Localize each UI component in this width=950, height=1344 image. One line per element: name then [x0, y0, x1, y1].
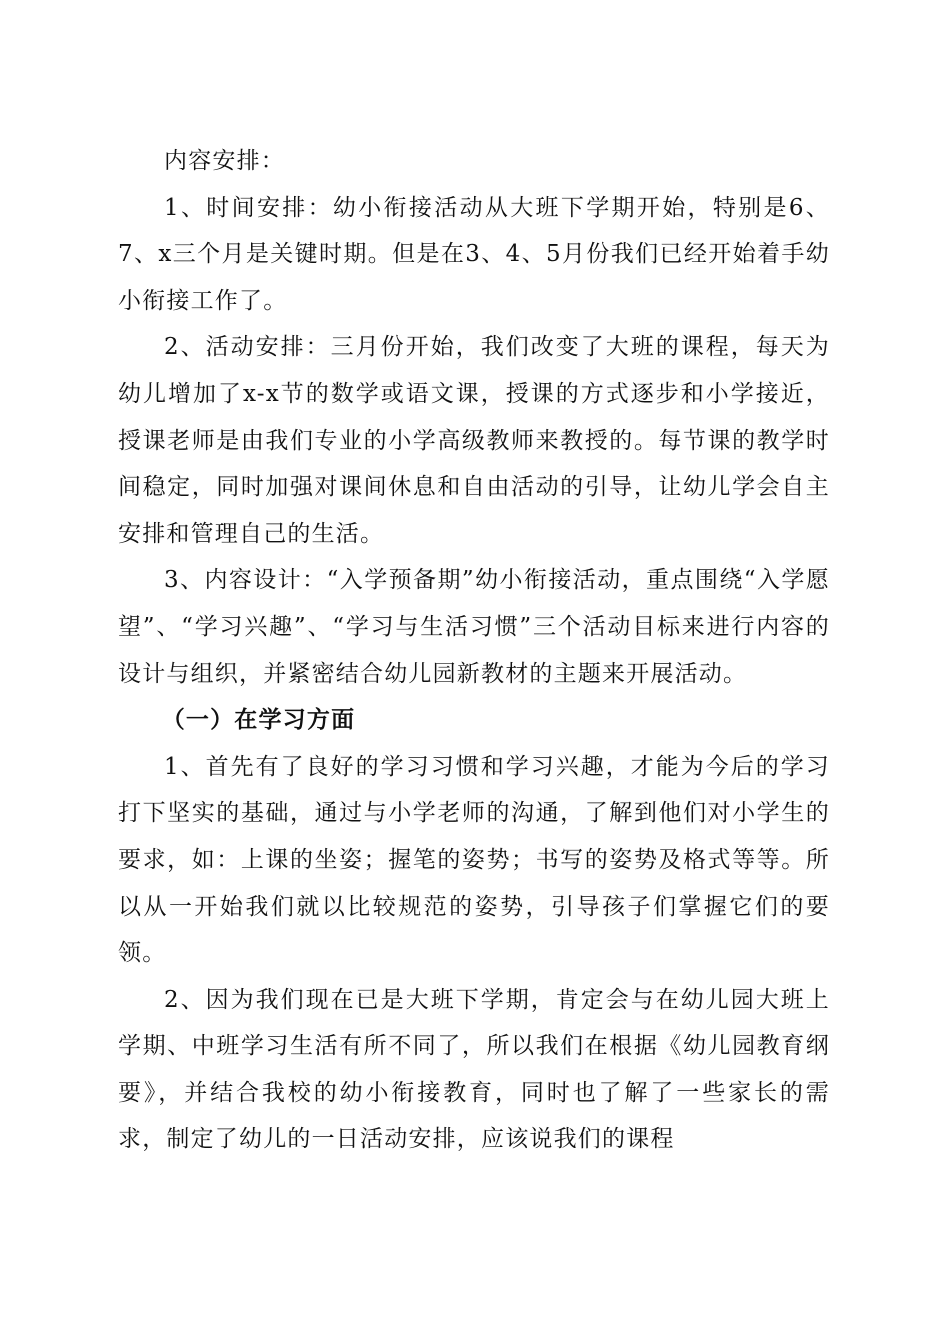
paragraph-time-arrangement: 1、时间安排：幼小衔接活动从大班下学期开始，特别是6、7、x三个月是关键时期。但是在3、4、5月份我们已经开始着手幼小衔接工作了。	[118, 194, 830, 314]
paragraph-content-arrangement: 内容安排：	[164, 148, 285, 174]
paragraph-curriculum: 2、因为我们现在已是大班下学期，肯定会与在幼儿园大班上学期、中班学习生活有所不同了，所以我们在根据《幼儿园教育纲要》，并结合我校的幼小衔接教育，同时也了解了一些家长的需求，制定了幼儿的一日活动安排，应该说我们的课程	[118, 986, 830, 1153]
section-heading-learning: （一）在学习方面	[161, 706, 356, 734]
paragraph-content-design: 3、内容设计：“入学预备期”幼小衔接活动，重点围绕“入学愿望”、“学习兴趣”、“学习与生活习惯”三个活动目标来进行内容的设计与组织，并紧密结合幼儿园新教材的主题来开展活动。	[118, 567, 830, 687]
document-body	[118, 138, 830, 1163]
paragraph-learning-habits: 1、首先有了良好的学习习惯和学习兴趣，才能为今后的学习打下坚实的基础，通过与小学老师的沟通，了解到他们对小学生的要求，如：上课的坐姿；握笔的姿势；书写的姿势及格式等等。所以从一开始我们就以比较规范的姿势，引导孩子们掌握它们的要领。	[118, 753, 830, 967]
paragraph-activity-arrangement: 2、活动安排：三月份开始，我们改变了大班的课程，每天为幼儿增加了x-x节的数学或语文课，授课的方式逐步和小学接近，授课老师是由我们专业的小学高级教师来教授的。每节课的教学时间稳定，同时加强对课间休息和自由活动的引导，让幼儿学会自主安排和管理自己的生活。	[118, 334, 830, 547]
